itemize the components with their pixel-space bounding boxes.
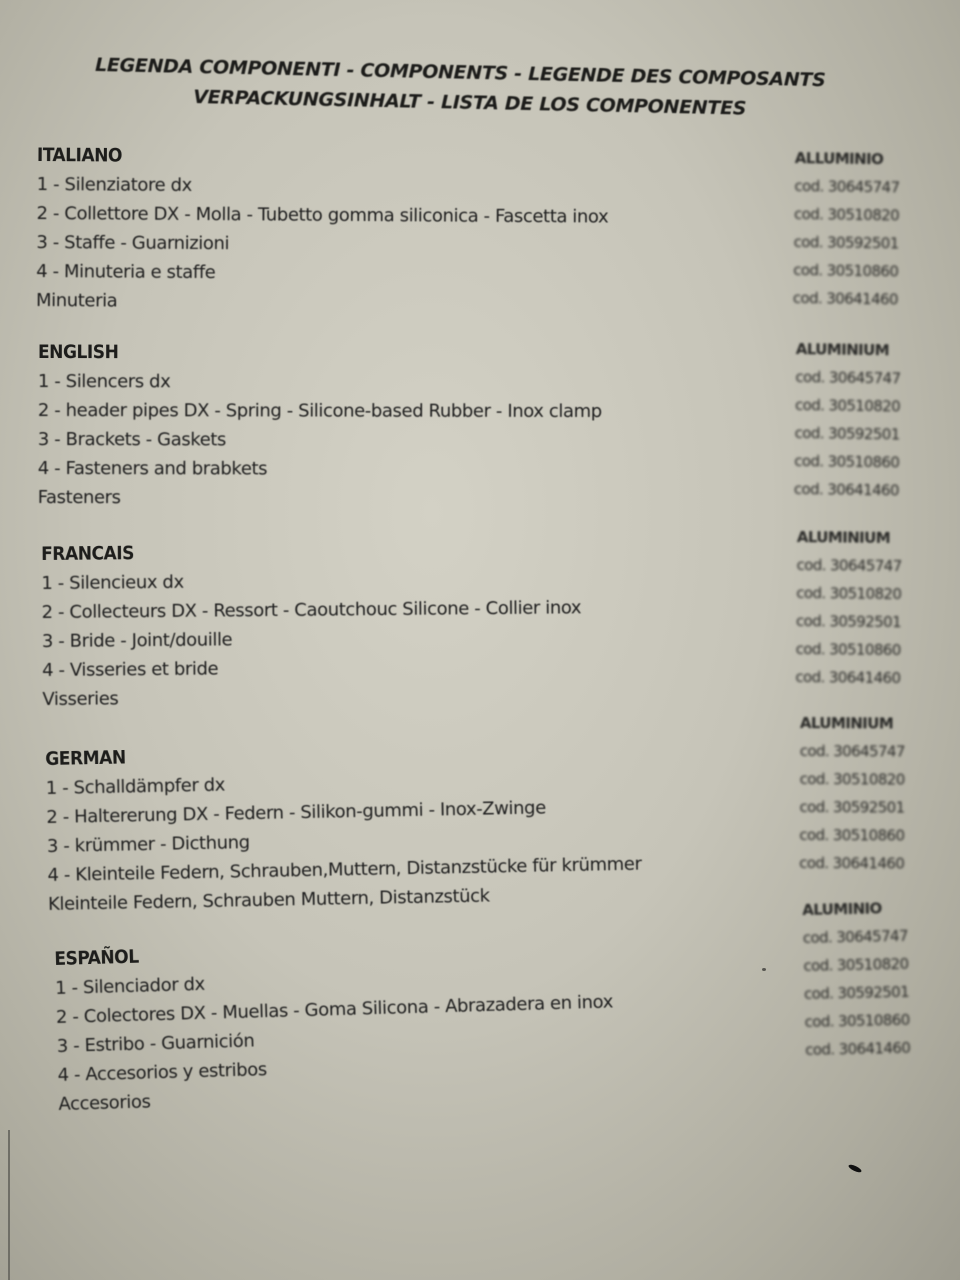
component-item: 3 - Bride - Joint/douille [41, 629, 233, 652]
part-code: cod. 30645747 [796, 555, 902, 576]
part-code: cod. 30645747 [802, 926, 909, 947]
part-code: cod. 30645747 [799, 741, 905, 761]
component-item: 2 - Collecteurs DX - Ressort - Caoutchouc Silicone - Collier inox [41, 597, 582, 623]
ink-speck [848, 1163, 863, 1173]
component-item: 1 - Schalldämpfer dx [45, 774, 226, 799]
codes-column-german [799, 710, 940, 878]
part-code: cod. 30592501 [795, 611, 902, 632]
part-code: cod. 30645747 [794, 176, 900, 197]
part-code: cod. 30510820 [799, 769, 905, 789]
header-title-line-2: VERPACKUNGSINHALT - LISTA DE LOS COMPONENTES [193, 85, 747, 120]
material-label: ALUMINIUM [795, 339, 890, 360]
component-item: 2 - Collettore DX - Molla - Tubetto gomma siliconica - Fascetta inox [36, 202, 609, 228]
codes-column-espanol [802, 894, 945, 1064]
component-item: 1 - Silenziatore dx [36, 173, 192, 196]
component-item: 4 - Minuteria e staffe [36, 260, 216, 284]
part-code: cod. 30592501 [793, 232, 899, 253]
section-language-heading: FRANCAIS [41, 542, 135, 565]
component-item: 1 - Silenciador dx [54, 973, 206, 999]
material-label: ALUMINIUM [796, 527, 891, 547]
component-item: 3 - Estribo - Guarnición [56, 1030, 255, 1057]
component-item: Minuteria [35, 289, 118, 312]
legend-header [0, 48, 960, 128]
component-item: 4 - Kleinteile Federn, Schrauben,Muttern, Distanzstücke für krümmer [47, 853, 642, 886]
component-item: 2 - header pipes DX - Spring - Silicone-based Rubber - Inox clamp [37, 399, 602, 422]
part-code: cod. 30510860 [794, 451, 900, 472]
part-code: cod. 30510820 [796, 583, 902, 604]
part-code: cod. 30641460 [805, 1038, 911, 1059]
component-item: 4 - Accesorios y estribos [57, 1059, 268, 1086]
part-code: cod. 30592501 [803, 982, 910, 1003]
ink-speck [762, 968, 766, 971]
header-title-line-1: LEGENDA COMPONENTI - COMPONENTS - LEGENDE DES COMPOSANTS [94, 53, 826, 92]
codes-column-italiano [793, 145, 935, 314]
component-item: Accesorios [58, 1091, 151, 1115]
component-item: 2 - Haltererung DX - Federn - Silikon-gummi - Inox-Zwinge [46, 797, 547, 828]
component-item: 1 - Silencieux dx [41, 571, 184, 594]
component-item: 3 - Brackets - Gaskets [37, 428, 226, 451]
component-item: 1 - Silencers dx [37, 370, 171, 393]
component-item: Fasteners [37, 486, 121, 509]
component-item: 3 - krümmer - Dicthung [46, 832, 250, 857]
section-language-heading: ITALIANO [36, 143, 123, 167]
part-code: cod. 30592501 [794, 423, 900, 444]
part-code: cod. 30510820 [794, 395, 901, 416]
material-label: ALUMINIO [802, 899, 882, 919]
part-code: cod. 30641460 [795, 667, 901, 688]
material-label: ALUMINIUM [799, 713, 894, 733]
component-item: 3 - Staffe - Guarnizioni [36, 231, 230, 255]
codes-column-francais [795, 524, 937, 692]
part-code: cod. 30641460 [793, 479, 900, 500]
material-label: ALLUMINIO [794, 148, 884, 169]
part-code: cod. 30510820 [793, 204, 900, 225]
section-language-heading: ESPAÑOL [54, 945, 139, 970]
part-code: cod. 30510860 [799, 825, 905, 845]
component-item: 4 - Visseries et bride [42, 658, 219, 681]
part-code: cod. 30510860 [795, 639, 901, 660]
part-code: cod. 30645747 [795, 367, 901, 388]
part-code: cod. 30510820 [803, 954, 909, 975]
part-code: cod. 30510860 [793, 260, 899, 281]
part-code: cod. 30641460 [799, 853, 905, 873]
component-item: 4 - Fasteners and brabkets [37, 457, 268, 480]
page-edge-line [8, 1130, 10, 1280]
component-item: Kleinteile Federn, Schrauben Muttern, Distanzstück [47, 885, 490, 915]
part-code: cod. 30510860 [804, 1010, 910, 1031]
section-language-heading: GERMAN [45, 746, 126, 770]
codes-column-english [794, 336, 936, 505]
component-item: Visseries [42, 688, 119, 710]
part-code: cod. 30592501 [799, 797, 905, 817]
section-language-heading: ENGLISH [37, 341, 119, 364]
part-code: cod. 30641460 [792, 288, 899, 309]
component-item: 2 - Colectores DX - Muellas - Goma Silicona - Abrazadera en inox [55, 991, 614, 1028]
